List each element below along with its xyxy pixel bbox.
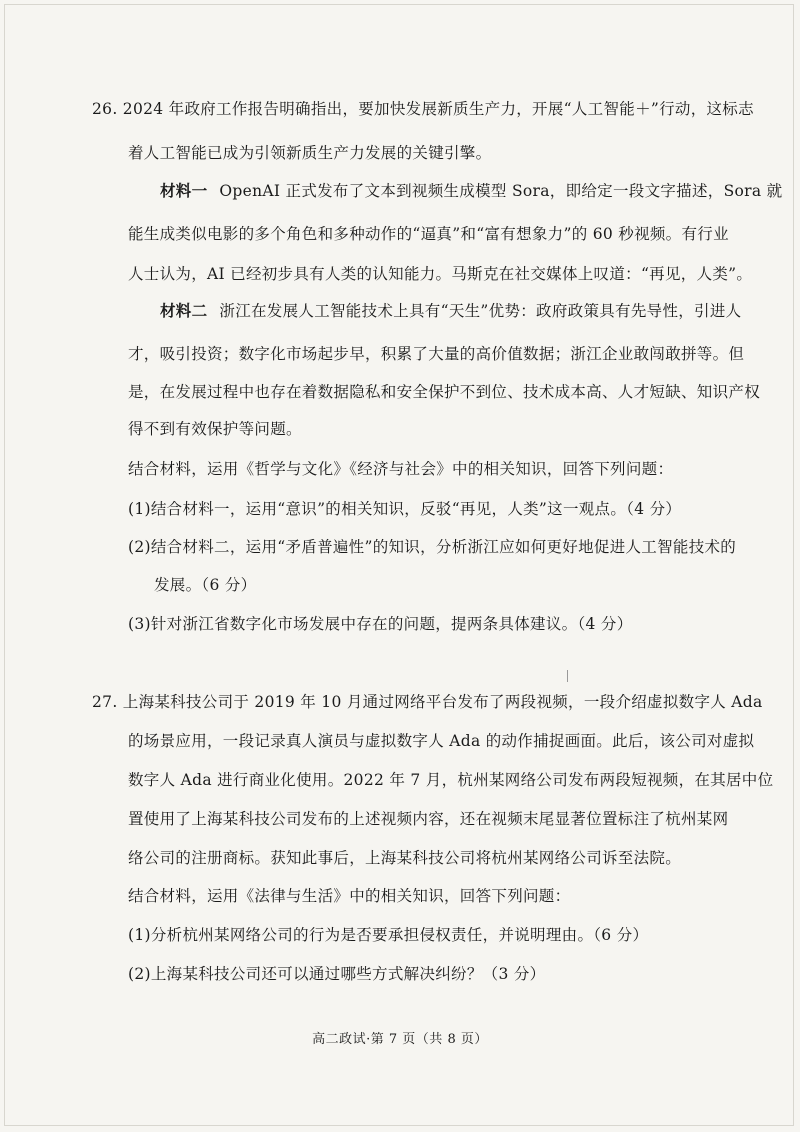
q27-subquestion-2: (2)上海某科技公司还可以通过哪些方式解决纠纷？（3 分） <box>128 965 546 983</box>
material-2-label: 材料二 <box>160 301 208 320</box>
material-1-label: 材料一 <box>160 181 208 200</box>
q26-material-2-line-3: 是，在发展过程中也存在着数据隐私和安全保护不到位、技术成本高、人才短缺、知识产权 <box>128 383 761 401</box>
q27-stem-line-3: 数字人 Ada 进行商业化使用。2022 年 7 月，杭州某网络公司发布两段短视频，在其居中位 <box>128 771 774 789</box>
q26-stem-line-1: 26. 2024 年政府工作报告明确指出，要加快发展新质生产力，开展“人工智能＋”行动，这标志 <box>92 100 754 118</box>
scan-mark <box>567 670 568 682</box>
q26-subquestion-3: (3)针对浙江省数字化市场发展中存在的问题，提两条具体建议。（4 分） <box>128 615 633 633</box>
q26-material-2-line-2: 才，吸引投资；数字化市场起步早，积累了大量的高价值数据；浙江企业敢闯敢拼等。但 <box>128 345 745 363</box>
q26-material-2-line-4: 得不到有效保护等问题。 <box>128 420 302 438</box>
q26-material-2-line-1 <box>160 299 741 321</box>
q26-subquestion-1: (1)结合材料一，运用“意识”的相关知识，反驳“再见，人类”这一观点。（4 分） <box>128 500 682 518</box>
q27-stem-line-5: 络公司的注册商标。获知此事后，上海某科技公司将杭州某网络公司诉至法院。 <box>128 849 682 867</box>
q27-stem-line-2: 的场景应用，一段记录真人演员与虚拟数字人 Ada 的动作捕捉画面。此后，该公司对虚拟 <box>128 732 755 750</box>
material-1-text: OpenAI 正式发布了文本到视频生成模型 Sora，即给定一段文字描述，Sora 就 <box>219 182 783 200</box>
q27-stem-line-1: 27. 上海某科技公司于 2019 年 10 月通过网络平台发布了两段视频，一段介绍虚拟数字人 Ada <box>92 693 763 711</box>
q27-stem-line-4: 置使用了上海某科技公司发布的上述视频内容，还在视频末尾显著位置标注了杭州某网 <box>128 810 729 828</box>
q26-material-1-line-2: 能生成类似电影的多个角色和多种动作的“逼真”和“富有想象力”的 60 秒视频。有行业 <box>128 225 729 243</box>
page-border <box>4 4 794 1126</box>
q27-prompt: 结合材料，运用《法律与生活》中的相关知识，回答下列问题： <box>128 887 571 905</box>
q26-material-1-line-1 <box>160 179 782 201</box>
q26-subquestion-2-line-1: (2)结合材料二，运用“矛盾普遍性”的知识，分析浙江应如何更好地促进人工智能技术的 <box>128 538 737 556</box>
q26-prompt: 结合材料，运用《哲学与文化》《经济与社会》中的相关知识，回答下列问题： <box>128 460 674 478</box>
q26-stem-line-2: 着人工智能已成为引领新质生产力发展的关键引擎。 <box>128 144 492 162</box>
q26-material-1-line-3: 人士认为，AI 已经初步具有人类的认知能力。马斯克在社交媒体上叹道：“再见，人类”。 <box>128 265 753 283</box>
q27-subquestion-1: (1)分析杭州某网络公司的行为是否要承担侵权责任，并说明理由。（6 分） <box>128 926 649 944</box>
material-2-text: 浙江在发展人工智能技术上具有“天生”优势：政府政策具有先导性，引进人 <box>219 302 742 320</box>
q26-subquestion-2-line-2: 发展。（6 分） <box>154 576 257 594</box>
page-footer: 高二政试·第 7 页（共 8 页） <box>312 1032 488 1047</box>
